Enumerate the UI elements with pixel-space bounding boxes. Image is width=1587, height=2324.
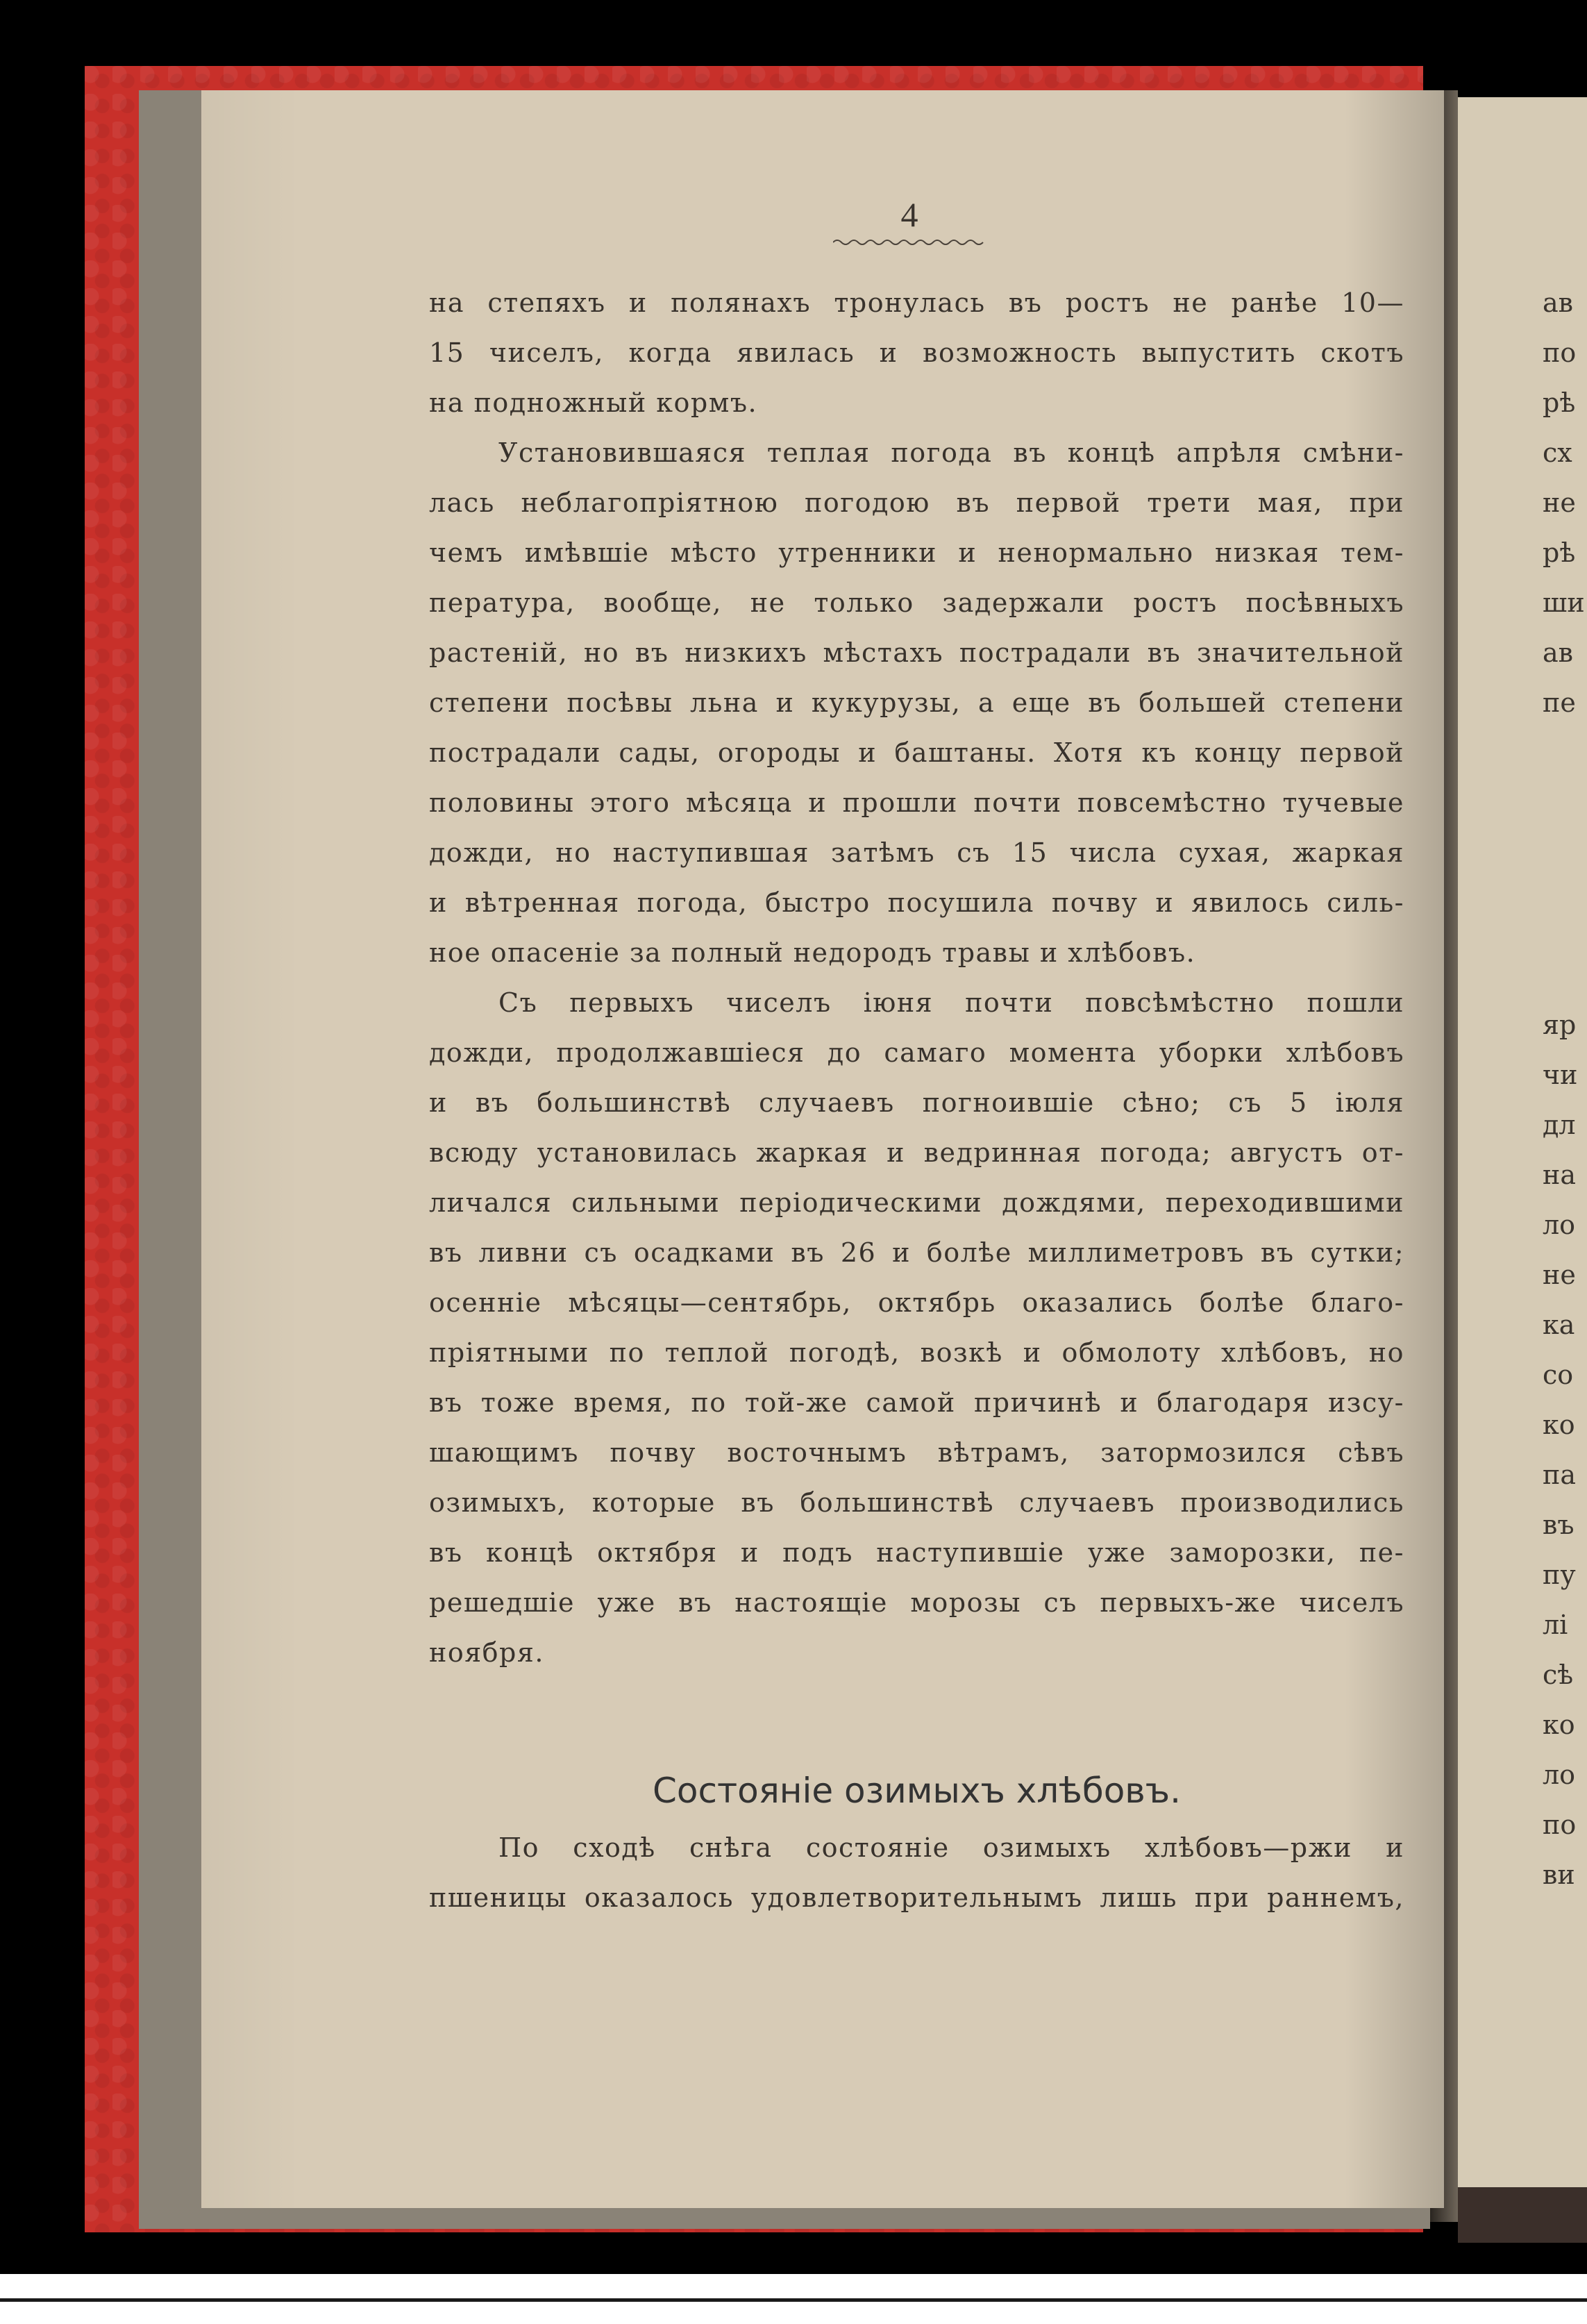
next-page-fragment: не (1543, 1260, 1576, 1290)
next-page-fragment: ко (1543, 1410, 1575, 1440)
text-line: пература, вообще, не только задержали ростъ посѣвныхъ (429, 587, 1404, 618)
text-line: на подножный кормъ. (429, 387, 758, 418)
text-line: озимыхъ, которые въ большинствѣ случаевъ производились (429, 1487, 1404, 1518)
text-line: ноября. (429, 1637, 544, 1668)
paragraph (429, 278, 1404, 428)
next-page-fragment: дл (1543, 1110, 1576, 1140)
next-page-fragment: въ (1543, 1510, 1575, 1540)
next-page-fragment: пе (1543, 687, 1576, 718)
page-number: 4 (900, 195, 918, 234)
text-line: решедшіе уже въ настоящіе морозы съ первыхъ-же чиселъ (429, 1587, 1404, 1618)
text-line: пшеницы оказалось удовлетворительнымъ лишь при раннемъ, (429, 1882, 1404, 1913)
text-line: половины этого мѣсяца и прошли почти повсемѣстно тучевые (429, 787, 1404, 818)
next-page-fragment: ло (1543, 1759, 1576, 1790)
text-line: 15 чиселъ, когда явилась и возможность выпустить скотъ (429, 337, 1404, 368)
text-line: и вѣтренная погода, быстро посушила почву и явилось силь- (429, 887, 1404, 918)
text-line: и въ большинствѣ случаевъ погноившіе сѣно; съ 5 іюля (429, 1087, 1404, 1118)
text-line: степени посѣвы льна и кукурузы, а еще въ большей степени (429, 687, 1404, 718)
text-line: По сходѣ снѣга состояніе озимыхъ хлѣбовъ—ржи и (498, 1832, 1404, 1863)
next-page-fragment: не (1543, 487, 1576, 518)
next-page-fragment: ав (1543, 637, 1574, 668)
text-line: растеній, но въ низкихъ мѣстахъ пострадали въ значительной (429, 637, 1404, 668)
text-line: личался сильными періодическими дождями, переходившими (429, 1187, 1404, 1218)
next-page-fragment: чи (1543, 1060, 1578, 1090)
text-line: пострадали сады, огороды и баштаны. Хотя къ концу первой (429, 737, 1404, 768)
paragraph (429, 428, 1404, 978)
leather-corner (1458, 2187, 1587, 2243)
next-page-fragment: на (1543, 1160, 1576, 1190)
next-page-fragment: ка (1543, 1310, 1575, 1340)
paragraph (429, 978, 1404, 1678)
text-line: дожди, но наступившая затѣмъ съ 15 числа сухая, жаркая (429, 837, 1404, 868)
text-line: пріятными по теплой погодѣ, возкѣ и обмолоту хлѣбовъ, но (429, 1337, 1404, 1368)
text-line: чемъ имѣвшіе мѣсто утренники и ненормально низкая тем- (429, 537, 1404, 568)
next-page-fragment: сх (1543, 437, 1572, 468)
text-line: осенніе мѣсяцы—сентябрь, октябрь оказались болѣе благо- (429, 1287, 1404, 1318)
body-text (429, 278, 1404, 1678)
text-line: Съ первыхъ чиселъ іюня почти повсѣмѣстно пошли (498, 987, 1404, 1018)
text-line: шающимъ почву восточнымъ вѣтрамъ, затормозился сѣвъ (429, 1437, 1404, 1468)
next-page-text-bottom (1543, 1000, 1587, 1900)
next-page-fragment: рѣ (1543, 537, 1576, 568)
text-line: на степяхъ и полянахъ тронулась въ ростъ не ранѣе 10— (429, 287, 1404, 318)
next-page-fragment: ав (1543, 287, 1574, 318)
bottom-strip-line (0, 2298, 1587, 2302)
next-page-fragment: яр (1543, 1010, 1577, 1040)
next-page-text-top (1543, 278, 1587, 728)
section-body-text (429, 1823, 1404, 1923)
text-line: всюду установилась жаркая и ведринная погода; августъ от- (429, 1137, 1404, 1168)
next-page-fragment: ло (1543, 1210, 1576, 1240)
text-line: въ концѣ октября и подъ наступившіе уже заморозки, пе- (429, 1537, 1404, 1568)
next-page-fragment: ши (1543, 587, 1585, 618)
next-page-fragment: по (1543, 337, 1577, 368)
next-page-fragment: со (1543, 1360, 1574, 1390)
text-line: въ тоже время, по той-же самой причинѣ и благодаря изсу- (429, 1387, 1404, 1418)
section-heading: Состояніе озимыхъ хлѣбовъ. (653, 1771, 1181, 1811)
text-line: дожди, продолжавшіеся до самаго момента уборки хлѣбовъ (429, 1037, 1404, 1068)
next-page-fragment: ви (1543, 1859, 1575, 1890)
next-page-fragment: пу (1543, 1560, 1576, 1590)
next-page-fragment: лі (1543, 1610, 1568, 1640)
page-number-flourish (833, 237, 986, 247)
next-page-fragment: па (1543, 1460, 1576, 1490)
text-line: въ ливни съ осадками въ 26 и болѣе миллиметровъ въ сутки; (429, 1237, 1404, 1268)
next-page-fragment: по (1543, 1809, 1577, 1840)
text-line: лась неблагопріятною погодою въ первой трети мая, при (429, 487, 1404, 518)
next-page-fragment: ко (1543, 1709, 1575, 1740)
text-line: ное опасеніе за полный недородъ травы и хлѣбовъ. (429, 937, 1196, 968)
next-page-fragment: рѣ (1543, 387, 1576, 418)
text-line: Установившаяся теплая погода въ концѣ апрѣля смѣни- (498, 437, 1404, 468)
next-page-fragment: сѣ (1543, 1660, 1574, 1690)
